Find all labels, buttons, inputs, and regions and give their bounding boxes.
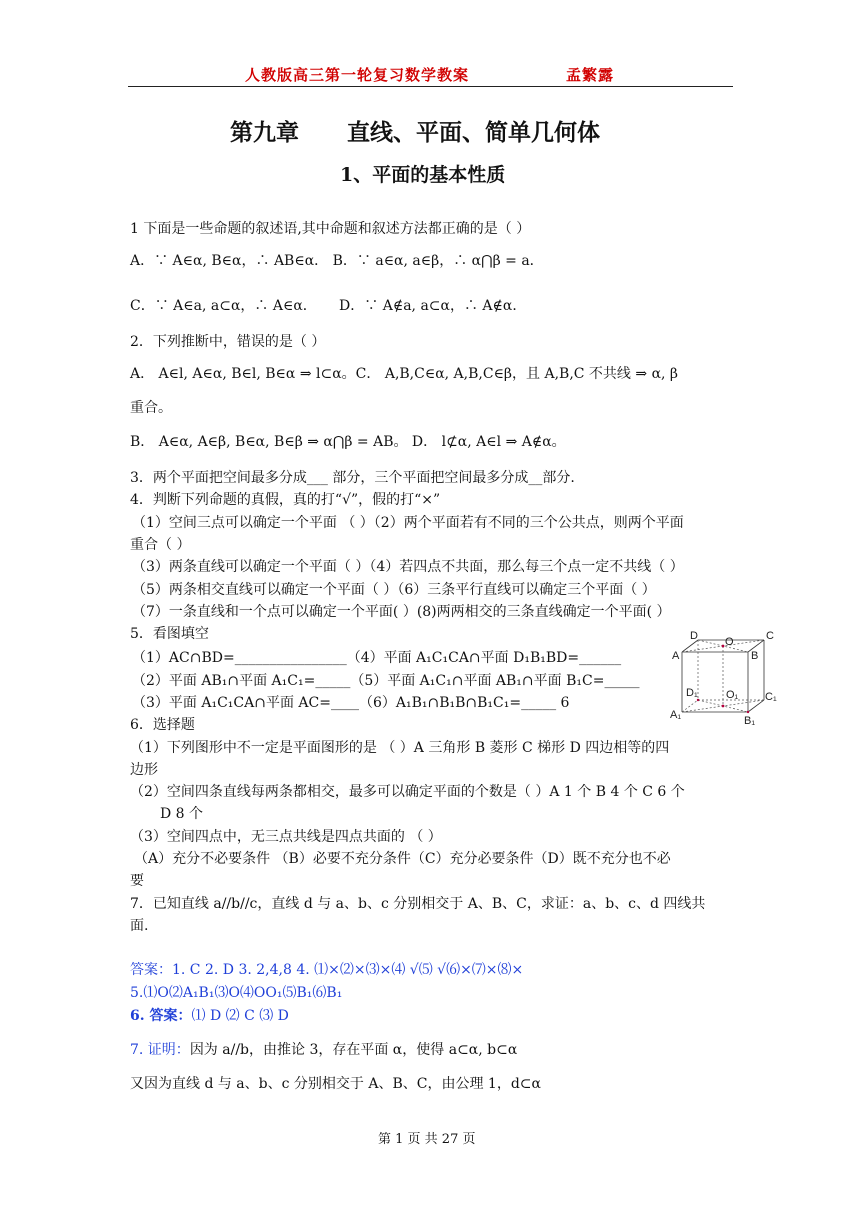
question-line: 5．看图填空 (130, 626, 209, 642)
question-line: D 8 个 (160, 806, 204, 822)
question-line: 4．判断下列命题的真假，真的打“√”，假的打“×” (130, 492, 441, 508)
label-D1: D₁ (686, 687, 698, 699)
answer-text: ⑴ D ⑵ C ⑶ D (191, 1008, 289, 1024)
label-O1: O₁ (726, 689, 739, 701)
answer-line (130, 1040, 517, 1060)
header-rule (128, 86, 733, 87)
chapter-title: 第九章 直线、平面、简单几何体 (230, 119, 601, 146)
label-D: D (690, 630, 698, 642)
header-title: 人教版高三第一轮复习数学教案 (245, 66, 470, 84)
cube-figure (668, 628, 788, 728)
question-line: （5）两条相交直线可以确定一个平面（ ）（6）三条平行直线可以确定三个平面（ ） (132, 582, 656, 598)
question-line: C．∵ A∈a, a⊂α，∴ A∈α． D．∵ A∉a, a⊂α，∴ A∉α． (130, 298, 527, 314)
question-line: A． A∈l, A∈α, B∈l, B∈α ⇒ l⊂α。C． A,B,C∈α, A,B,C∈β，且 A,B,C 不共线 ⇒ α, β (130, 366, 679, 382)
answer-label: 7. 证明： (130, 1042, 190, 1058)
question-line: 2．下列推断中，错误的是（ ） (130, 334, 326, 350)
answer-line (130, 1074, 541, 1094)
label-C1: C₁ (765, 691, 777, 703)
answer-text: 1. C 2. D 3. 2,4,8 4. ⑴×⑵×⑶×⑷ √⑸ √⑹×⑺×⑻× (172, 962, 524, 978)
label-A: A (672, 650, 680, 662)
answer-line (130, 1006, 289, 1026)
answer-label: 答案： (130, 962, 172, 978)
question-line: 面. (130, 918, 149, 934)
question-line: （2）空间四条直线每两条都相交，最多可以确定平面的个数是（ ）A 1 个 B 4 个 C 6 个 (130, 784, 685, 800)
answer-label: 6. 答案： (130, 1008, 192, 1024)
answer-line (130, 983, 342, 1003)
question-line: （A）充分不必要条件 （B）必要不充分条件（C）充分必要条件（D）既不充分也不必 (134, 851, 671, 867)
question-line: B． A∈α, A∈β, B∈α, B∈β ⇒ α⋂β = AB。 D． l⊄α, A∈l ⇒ A∉α。 (130, 434, 566, 450)
question-line: （3）空间四点中，无三点共线是四点共面的 （ ） (130, 829, 442, 845)
label-A1: A₁ (670, 709, 682, 721)
question-line: （2）平面 AB₁∩平面 A₁C₁=_____（5）平面 A₁C₁∩平面 AB₁∩平面 B₁C=_____ (132, 673, 640, 689)
section-title: 1、平面的基本性质 (340, 164, 506, 186)
answer-text: 因为 a//b，由推论 3，存在平面 α，使得 a⊂α, b⊂α (189, 1042, 518, 1058)
answer-line (130, 960, 523, 980)
question-line: 1 下面是一些命题的叙述语,其中命题和叙述方法都正确的是（ ） (130, 221, 531, 237)
question-line: （1）下列图形中不一定是平面图形的是 （ ）A 三角形 B 菱形 C 梯形 D 四边相等的四 (130, 740, 670, 756)
label-C: C (766, 630, 774, 642)
label-B1: B₁ (744, 715, 756, 727)
question-line: （7）一条直线和一个点可以确定一个平面( ）(8)两两相交的三条直线确定一个平面( ） (132, 604, 671, 620)
page-footer: 第 1 页 共 27 页 (378, 1132, 476, 1147)
label-O: O (725, 636, 734, 648)
question-line: （3）平面 A₁C₁CA∩平面 AC=____（6）A₁B₁∩B₁B∩B₁C₁=_____ 6 (132, 695, 570, 711)
question-line: 3．两个平面把空间最多分成___ 部分，三个平面把空间最多分成__部分. (130, 470, 575, 486)
question-line: （3）两条直线可以确定一个平面（ ）（4）若四点不共面，那么每三个点一定不共线（ ） (132, 559, 684, 575)
question-line: （1）空间三点可以确定一个平面 （ ）（2）两个平面若有不同的三个公共点，则两个平面 (132, 515, 684, 531)
question-line: （1）AC∩BD=________________（4）平面 A₁C₁CA∩平面 D₁B₁BD=______ (132, 650, 622, 666)
answer-text: 5.⑴O⑵A₁B₁⑶O⑷OO₁⑸B₁⑹B₁ (130, 985, 343, 1001)
question-line: 6．选择题 (130, 717, 195, 733)
label-B: B (751, 650, 759, 662)
answer-text: 又因为直线 d 与 a、b、c 分别相交于 A、B、C，由公理 1，d⊂α (130, 1076, 541, 1092)
question-line: 7．已知直线 a//b//c，直线 d 与 a、b、c 分别相交于 A、B、C，求证：a、b、c、d 四线共 (130, 896, 706, 912)
question-line: 重合（ ） (130, 537, 191, 553)
question-line: A．∵ A∈α, B∈α，∴ AB∈α． B．∵ a∈α, a∈β，∴ α⋂β = a． (130, 253, 544, 269)
question-line: 边形 (130, 762, 158, 778)
question-line: 重合。 (130, 400, 172, 416)
header-author: 孟繁露 (566, 66, 615, 84)
question-line: 要 (130, 873, 144, 889)
